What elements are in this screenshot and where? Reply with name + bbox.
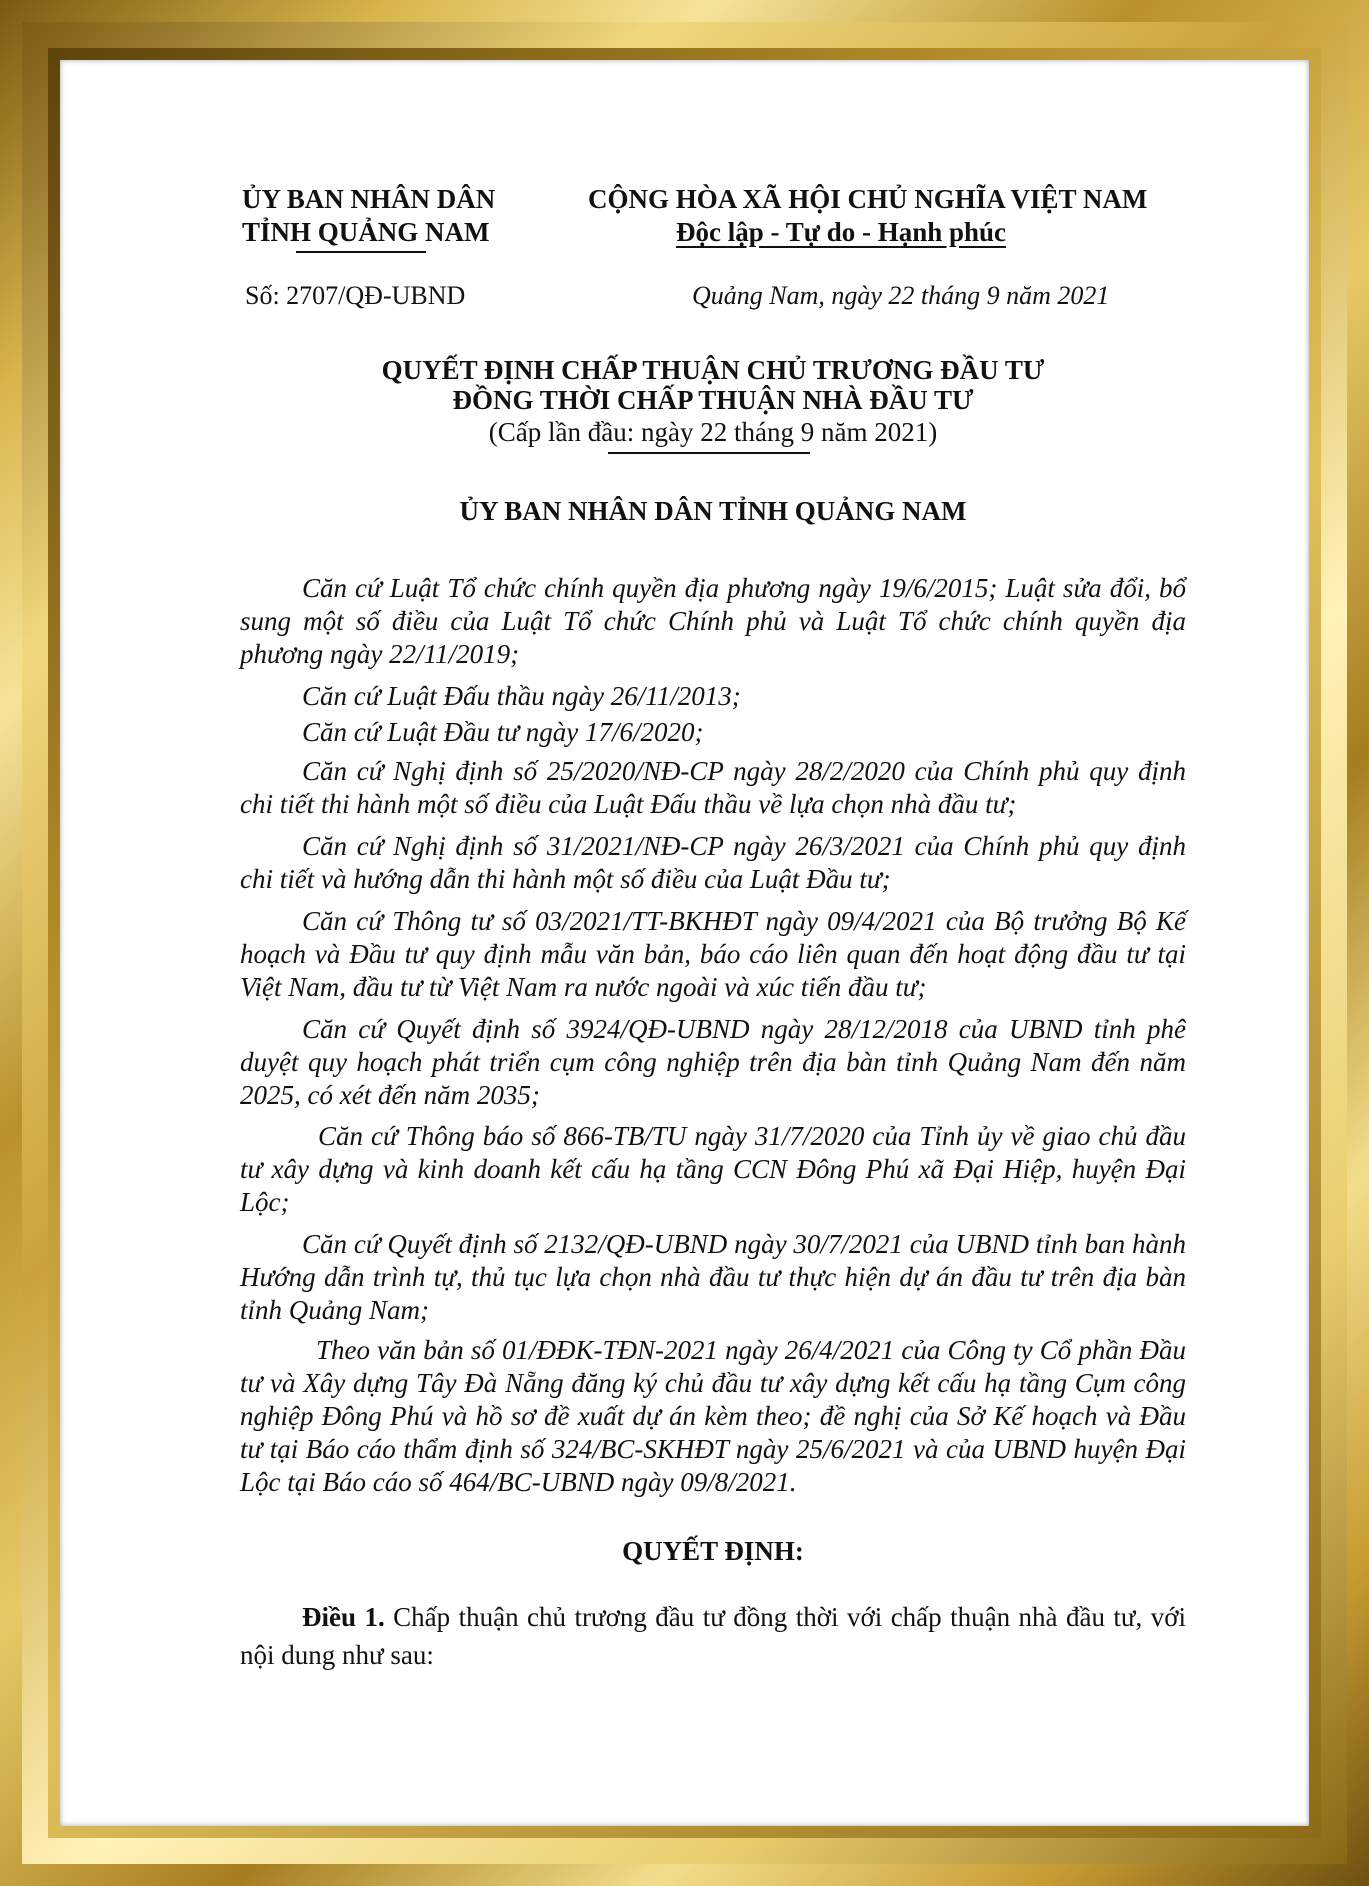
legal-basis-5: Căn cứ Nghị định số 31/2021/NĐ-CP ngày 26/3/2021 của Chính phủ quy định chi tiết và hướng dẫn thi hành một số điều của Luật Đầu tư; bbox=[240, 831, 1186, 894]
place-date: Quảng Nam, ngày 22 tháng 9 năm 2021 bbox=[692, 281, 1110, 310]
article-1 bbox=[240, 1598, 1186, 1674]
article-1-label: Điều 1. bbox=[302, 1602, 385, 1632]
document-number: Số: 2707/QĐ-UBND bbox=[245, 281, 466, 310]
article-1-text: Chấp thuận chủ trương đầu tư đồng thời với chấp thuận nhà đầu tư, với nội dung như sau: bbox=[240, 1602, 1186, 1670]
issue-date-note: (Cấp lần đầu: ngày 22 tháng 9 năm 2021) bbox=[488, 417, 938, 447]
legal-basis-7: Căn cứ Quyết định số 3924/QĐ-UBND ngày 28/12/2018 của UBND tỉnh phê duyệt quy hoạch phát triển cụm công nghiệp trên địa bàn tỉnh Quảng Nam đến năm 2025, có xét đến năm 2035; bbox=[240, 1014, 1186, 1110]
legal-basis-4: Căn cứ Nghị định số 25/2020/NĐ-CP ngày 28/2/2020 của Chính phủ quy định chi tiết thi hành một số điều của Luật Đấu thầu về lựa chọn nhà đầu tư; bbox=[240, 756, 1186, 819]
document-title-line2: ĐỒNG THỜI CHẤP THUẬN NHÀ ĐẦU TƯ bbox=[452, 385, 974, 415]
issuing-authority: ỦY BAN NHÂN DÂN TỈNH QUẢNG NAM bbox=[459, 496, 967, 526]
title-underline bbox=[608, 452, 810, 454]
country-name: CỘNG HÒA XÃ HỘI CHỦ NGHĨA VIỆT NAM bbox=[588, 184, 1148, 214]
legal-basis-1: Căn cứ Luật Tổ chức chính quyền địa phương ngày 19/6/2015; Luật sửa đổi, bổ sung một số điều của Luật Tổ chức Chính phủ và Luật Tổ chức chính quyền địa phương ngày 22/11/2019; bbox=[240, 573, 1186, 669]
legal-basis-9: Căn cứ Quyết định số 2132/QĐ-UBND ngày 30/7/2021 của UBND tỉnh ban hành Hướng dẫn trình tự, thủ tục lựa chọn nhà đầu tư thực hiện dự án đầu tư trên địa bàn tỉnh Quảng Nam; bbox=[240, 1229, 1186, 1325]
legal-basis-10: Theo văn bản số 01/ĐĐK-TĐN-2021 ngày 26/4/2021 của Công ty Cổ phần Đầu tư và Xây dựng Tây Đà Nẵng đăng ký chủ đầu tư xây dựng kết cấu hạ tầng Cụm công nghiệp Đông Phú và hồ sơ đề xuất dự án kèm theo; đề nghị của Sở Kế hoạch và Đầu tư tại Báo cáo thẩm định số 324/BC-SKHĐT ngày 25/6/2021 và của UBND huyện Đại Lộc tại Báo cáo số 464/BC-UBND ngày 09/8/2021. bbox=[240, 1335, 1186, 1497]
document-title-line1: QUYẾT ĐỊNH CHẤP THUẬN CHỦ TRƯƠNG ĐẦU TƯ bbox=[381, 355, 1045, 385]
legal-basis-6: Căn cứ Thông tư số 03/2021/TT-BKHĐT ngày 09/4/2021 của Bộ trưởng Bộ Kế hoạch và Đầu tư quy định mẫu văn bản, báo cáo liên quan đến hoạt động đầu tư tại Việt Nam, đầu tư từ Việt Nam ra nước ngoài và xúc tiến đầu tư; bbox=[240, 906, 1186, 1002]
agency-underline bbox=[296, 251, 426, 253]
national-motto: Độc lập - Tự do - Hạnh phúc bbox=[676, 217, 1007, 247]
agency-name-line2: TỈNH QUẢNG NAM bbox=[242, 217, 490, 247]
legal-basis-8: Căn cứ Thông báo số 866-TB/TU ngày 31/7/2020 của Tỉnh ủy về giao chủ đầu tư xây dựng và kinh doanh kết cấu hạ tầng CCN Đông Phú xã Đại Hiệp, huyện Đại Lộc; bbox=[240, 1121, 1186, 1217]
agency-name-line1: ỦY BAN NHÂN DÂN bbox=[242, 184, 496, 214]
legal-basis-3: Căn cứ Luật Đầu tư ngày 17/6/2020; bbox=[302, 717, 704, 747]
legal-basis-2: Căn cứ Luật Đấu thầu ngày 26/11/2013; bbox=[302, 681, 741, 711]
decision-heading: QUYẾT ĐỊNH: bbox=[622, 1536, 804, 1566]
